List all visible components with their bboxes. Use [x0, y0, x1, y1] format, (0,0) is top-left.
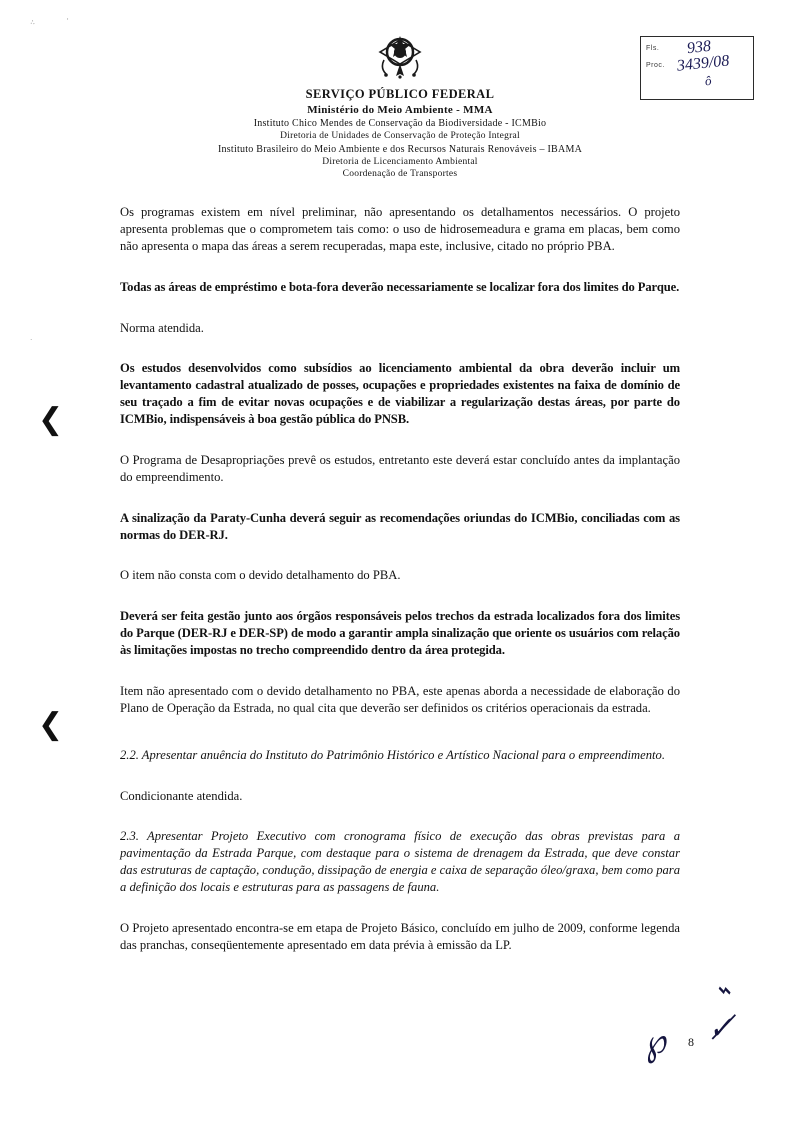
- signature-area: [620, 975, 780, 1085]
- paragraph: O Programa de Desapropriações prevê os estudos, entretanto este deverá estar concluído antes da implantação do empreendimento.: [120, 452, 680, 484]
- page-number: 8: [688, 1035, 694, 1049]
- handwritten-initials-icon: ℘: [637, 1022, 672, 1065]
- header-line-6: Diretoria de Licenciamento Ambiental: [322, 156, 478, 167]
- paragraph: Os programas existem em nível preliminar, não apresentando os detalhamentos necessários. O projeto apresenta problemas que o comprometem tais como: o uso de hidrosemeadura e grama em placas, bem como não apresenta o mapa das áreas a serem recuperadas, mapa este, inclusive, citado no próprio PBA.: [120, 205, 680, 253]
- paragraph: Condicionante atendida.: [120, 788, 243, 803]
- paragraph: O item não consta com o devido detalhamento do PBA.: [120, 568, 401, 583]
- header-line-5: Instituto Brasileiro do Meio Ambiente e dos Recursos Naturais Renováveis – IBAMA: [217, 143, 583, 155]
- header-line-2: Ministério do Meio Ambiente - MMA: [307, 103, 493, 116]
- condition-item-2-2: 2.2. Apresentar anuência do Instituto do Patrimônio Histórico e Artístico Nacional para o empreendimento.: [120, 747, 665, 762]
- stamp-process-number: 3439/08: [676, 52, 731, 75]
- header-line-1: SERVIÇO PÚBLICO FEDERAL: [305, 87, 495, 101]
- handwritten-signature-icon: ✓̸: [706, 1011, 735, 1046]
- header-line-3: Instituto Chico Mendes de Conservação da Biodiversidade - ICMBio: [253, 118, 547, 130]
- paragraph: A sinalização da Paraty-Cunha deverá seguir as recomendações oriundas do ICMBio, conciliadas com as normas do DER-RJ.: [120, 510, 680, 542]
- margin-crescent-mark: ❮: [38, 402, 64, 437]
- stamp-initials: ô: [704, 72, 713, 89]
- document-body: [120, 204, 680, 968]
- scan-speck: ⁖: [27, 17, 37, 29]
- stamp-label-proc: Proc.: [646, 62, 665, 69]
- paragraph: Norma atendida.: [120, 320, 204, 335]
- handwritten-mark-icon: ⌁: [712, 973, 734, 1006]
- process-stamp-box: [640, 36, 754, 100]
- paragraph: Item não apresentado com o devido detalhamento no PBA, este apenas aborda a necessidade de elaboração do Plano de Operação da Estrada, no qual cita que deverão ser definidos os critérios operacionais da estrada.: [120, 683, 680, 715]
- scan-speck: ·: [30, 336, 33, 344]
- paragraph: O Projeto apresentado encontra-se em etapa de Projeto Básico, concluído em julho de 2009, conforme legenda das pranchas, conseqüentemente apresentado em data prévia à emissão da LP.: [120, 920, 680, 952]
- paragraph: Os estudos desenvolvidos como subsídios ao licenciamento ambiental da obra deverão incluir um levantamento cadastral atualizado de posses, ocupações e propriedades existentes na faixa de domínio de seu traçado a fim de evitar novas ocupações e de viabilizar a regularização destas áreas, por parte do ICMBio, indispensáveis à boa gestão pública do PNSB.: [120, 361, 680, 426]
- header-line-4: Diretoria de Unidades de Conservação de Proteção Integral: [280, 131, 520, 142]
- brazil-coat-of-arms-icon: [378, 30, 422, 80]
- header-line-7: Coordenação de Transportes: [342, 169, 458, 180]
- condition-item-2-3: 2.3. Apresentar Projeto Executivo com cronograma físico de execução das obras previstas para a pavimentação da Estrada Parque, com destaque para o sistema de drenagem da Estrada, que deve constar das estruturas de captação, condução, dissipação de energia e caixa de separação óleo/graxa, bem como para a definição dos locais e estruturas para as passagens de fauna.: [120, 829, 680, 894]
- margin-crescent-mark: ❮: [38, 707, 64, 742]
- stamp-page-number: 938: [686, 37, 712, 58]
- paragraph: Todas as áreas de empréstimo e bota-fora deverão necessariamente se localizar fora dos limites do Parque.: [120, 279, 680, 294]
- stamp-label-fls: Fls.: [646, 45, 660, 52]
- paragraph: Deverá ser feita gestão junto aos órgãos responsáveis pelos trechos da estrada localizados fora dos limites do Parque (DER-RJ e DER-SP) de modo a garantir ampla sinalização que oriente os usuários com relação às limitações impostas no trecho compreendido dentro da área protegida.: [120, 609, 680, 657]
- scan-speck: ·: [64, 13, 71, 25]
